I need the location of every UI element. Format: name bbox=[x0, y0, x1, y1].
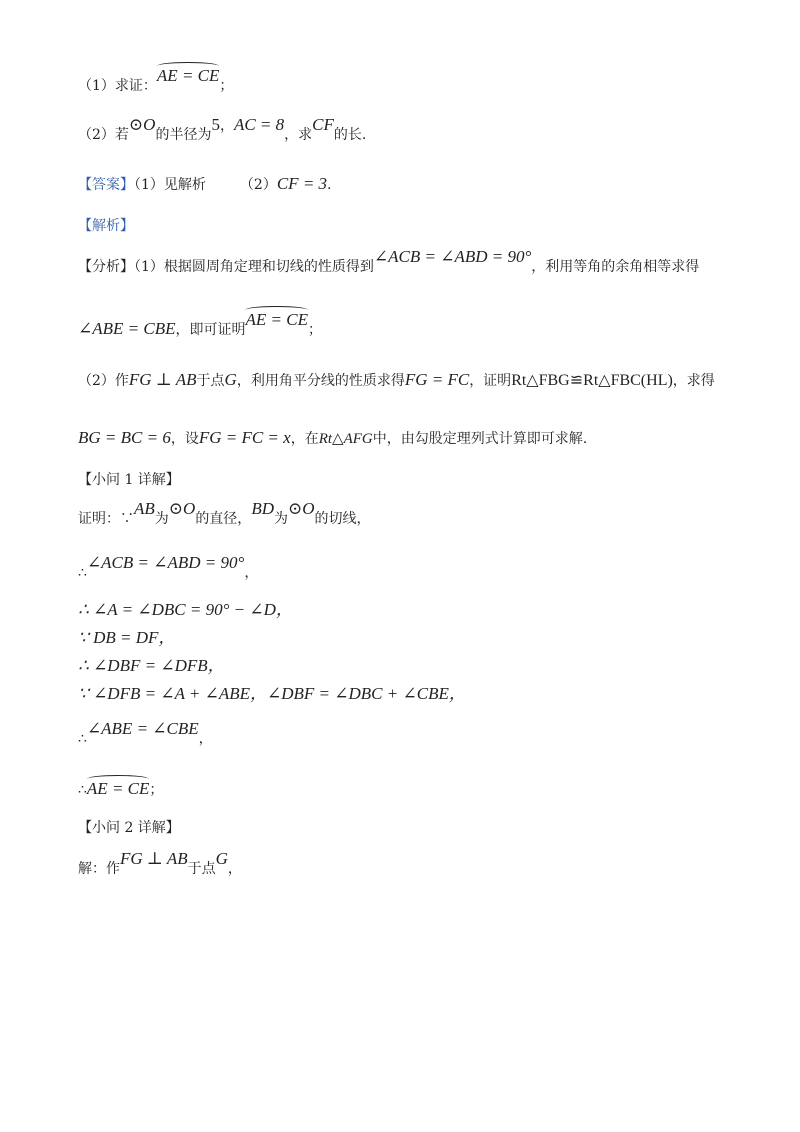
answer-tag: 【答案】 bbox=[78, 177, 134, 193]
proof-text: 为 bbox=[154, 511, 169, 527]
proof-text: 为 bbox=[273, 511, 288, 527]
answer-equation: CF = 3 bbox=[276, 174, 328, 193]
punctuation: ； bbox=[219, 78, 234, 94]
segment-equation: FG = FC = x bbox=[198, 428, 291, 447]
analysis-tag: 【解析】 bbox=[78, 218, 134, 234]
proof-line-7 bbox=[78, 719, 213, 749]
answer-line bbox=[78, 174, 332, 195]
punctuation: . bbox=[327, 177, 332, 193]
question-text: 求证： bbox=[114, 78, 157, 94]
analysis-text: ，求得 bbox=[672, 373, 715, 389]
answer-part-2: （2） bbox=[239, 177, 277, 193]
analysis-text: （2）作 bbox=[78, 373, 129, 389]
question-text: 的半径为 bbox=[155, 127, 212, 143]
arc-equation: AE = CE bbox=[87, 776, 149, 799]
solution-text: 解：作 bbox=[78, 861, 120, 877]
angle-equation: ∠ACB = ∠ABD = 90° bbox=[86, 553, 245, 572]
segment-equation: FG = FC bbox=[404, 370, 470, 389]
radius-value: 5 bbox=[211, 115, 220, 134]
circle-symbol: ⊙O bbox=[168, 499, 196, 518]
perpendicular-equation: FG ⊥ AB bbox=[128, 370, 197, 389]
cf-symbol: CF bbox=[312, 115, 334, 134]
punctuation: ， bbox=[198, 731, 213, 747]
proof-line-6: ∵ ∠DFB = ∠A + ∠ABE，∠DBF = ∠DBC + ∠CBE， bbox=[78, 684, 466, 703]
therefore-symbol: ∴ bbox=[78, 731, 87, 747]
punctuation: ， bbox=[244, 565, 259, 581]
punctuation: ； bbox=[307, 322, 322, 338]
analysis-text: ，利用角平分线的性质求得 bbox=[236, 373, 405, 389]
circle-symbol: ⊙O bbox=[128, 115, 156, 134]
proof-text: 证明：∵ bbox=[78, 511, 134, 527]
solution-line-1 bbox=[78, 849, 242, 879]
punctuation: ， bbox=[227, 861, 242, 877]
perpendicular-equation: FG ⊥ AB bbox=[120, 849, 188, 868]
analysis-line-1 bbox=[78, 247, 700, 277]
point-symbol: G bbox=[215, 849, 228, 868]
segment-symbol: AB bbox=[134, 499, 155, 518]
analysis-text: （1）根据圆周角定理和切线的性质得到 bbox=[134, 259, 374, 275]
detail-1-tag: 【小问 1 详解】 bbox=[78, 472, 180, 488]
analysis-text: 中，由勾股定理列式计算即可求解. bbox=[372, 431, 588, 447]
proof-text: 的切线， bbox=[314, 511, 371, 527]
punctuation: ； bbox=[149, 782, 164, 798]
arc-equation: AE = CE bbox=[245, 307, 307, 330]
proof-line-2 bbox=[78, 553, 259, 583]
analysis-line-4 bbox=[78, 428, 587, 449]
segment-symbol: BD bbox=[251, 499, 274, 518]
analysis-line-2 bbox=[78, 310, 322, 340]
question-2 bbox=[78, 115, 367, 145]
proof-line-5: ∴ ∠DBF = ∠DFB， bbox=[78, 656, 225, 675]
question-1 bbox=[78, 66, 234, 96]
analysis-line-3 bbox=[78, 370, 715, 391]
therefore-symbol: ∴ bbox=[78, 565, 87, 581]
punctuation: ， bbox=[219, 118, 234, 134]
proof-text: 的直径， bbox=[195, 511, 252, 527]
analysis-text: ，即可证明 bbox=[175, 322, 246, 338]
question-number: （1） bbox=[78, 78, 115, 94]
proof-line-4: ∵ DB = DF， bbox=[78, 628, 176, 647]
circle-symbol: ⊙O bbox=[287, 499, 315, 518]
segment-equation: BG = BC = 6 bbox=[78, 428, 171, 447]
proof-line-3: ∴ ∠A = ∠DBC = 90° − ∠D， bbox=[78, 600, 293, 619]
detail-2-tag: 【小问 2 详解】 bbox=[78, 820, 180, 836]
analysis-text: 于点 bbox=[196, 373, 225, 389]
angle-equation: ∠ABE = ∠CBE bbox=[86, 719, 199, 738]
question-text: ，求 bbox=[284, 127, 313, 143]
analysis-text: ，利用等角的余角相等求得 bbox=[531, 259, 700, 275]
analysis-text: ，设 bbox=[170, 431, 199, 447]
question-number: （2） bbox=[78, 127, 115, 143]
analysis-text: ，证明 bbox=[469, 373, 512, 389]
answer-part-1: （1）见解析 bbox=[134, 177, 206, 193]
proof-line-1 bbox=[78, 499, 371, 529]
congruence-statement: Rt△FBG≌Rt△FBC(HL) bbox=[511, 372, 673, 389]
solution-text: 于点 bbox=[187, 861, 216, 877]
proof-line-8 bbox=[78, 776, 163, 800]
point-symbol: G bbox=[224, 370, 237, 389]
angle-equation: ∠ACB = ∠ABD = 90° bbox=[373, 247, 532, 266]
angle-equation: ∠ABE = CBE bbox=[78, 319, 176, 338]
question-text: 的长. bbox=[333, 127, 367, 143]
analysis-text: ，在 bbox=[290, 431, 319, 447]
therefore-symbol: ∴ bbox=[78, 782, 87, 798]
analysis-subtag: 【分析】 bbox=[78, 259, 134, 275]
triangle-symbol: Rt△AFG bbox=[318, 431, 373, 447]
question-text: 若 bbox=[114, 127, 129, 143]
arc-equation: AE = CE bbox=[157, 63, 219, 86]
ac-equation: AC = 8 bbox=[233, 115, 285, 134]
